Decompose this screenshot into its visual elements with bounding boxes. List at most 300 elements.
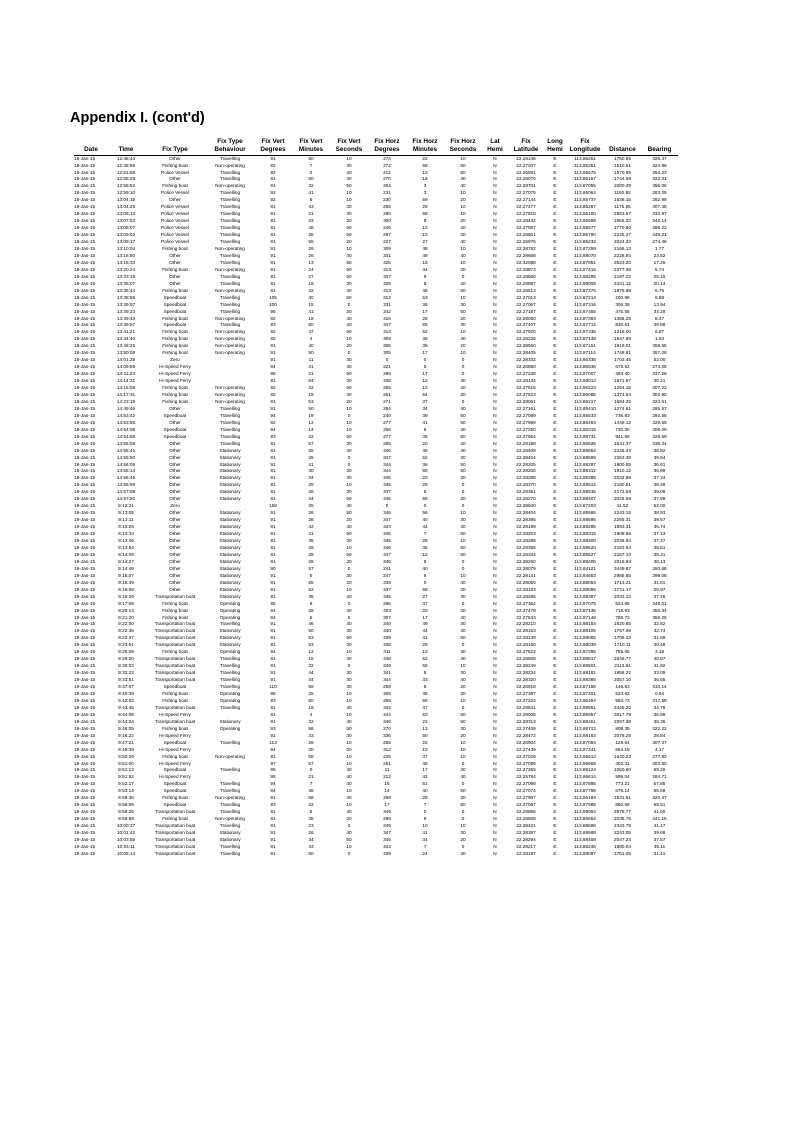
table-cell: 329.59 bbox=[652, 433, 667, 439]
table-cell: 40 bbox=[460, 774, 466, 780]
table-cell: 18-Jan-15 bbox=[74, 433, 96, 439]
table-cell: Non-operating bbox=[215, 392, 245, 397]
table-cell: 282.99 bbox=[652, 197, 667, 203]
table-cell: 5 bbox=[309, 197, 313, 203]
table-cell: 40 bbox=[460, 677, 466, 683]
table-cell: 347 bbox=[383, 551, 391, 557]
table-cell: 13:08:07 bbox=[116, 225, 136, 231]
table-cell: 2343.79 bbox=[614, 823, 631, 829]
table-cell: 22.27187 bbox=[516, 308, 536, 314]
table-cell: 91 bbox=[270, 551, 276, 557]
table-cell: E bbox=[553, 600, 557, 606]
table-cell: Travelling bbox=[219, 802, 241, 808]
table-cell: 303 bbox=[383, 607, 391, 613]
table-cell: 18-Jan-15 bbox=[74, 468, 96, 474]
table-cell: 9:44:08 bbox=[118, 711, 134, 717]
table-cell: 30 bbox=[460, 454, 466, 460]
table-cell: 113.86351 bbox=[574, 162, 596, 168]
table-row bbox=[74, 225, 678, 232]
table-cell: 0 bbox=[347, 850, 351, 856]
table-cell: 50 bbox=[460, 461, 466, 467]
table-cell: 524.65 bbox=[615, 600, 630, 606]
table-cell: 20 bbox=[460, 837, 466, 842]
table-cell: 91 bbox=[270, 544, 276, 550]
table-cell: 91 bbox=[270, 218, 276, 224]
table-cell: 36 bbox=[422, 544, 428, 550]
table-cell: N bbox=[493, 781, 497, 787]
table-cell: 306.36 bbox=[615, 301, 630, 307]
table-cell: 22.27543 bbox=[516, 614, 536, 620]
table-cell: N bbox=[493, 544, 497, 550]
table-cell: Speedboat bbox=[163, 684, 187, 690]
table-cell: 38.93 bbox=[653, 510, 666, 516]
table-cell: 22.25784 bbox=[516, 774, 536, 780]
table-cell: 2431.12 bbox=[614, 280, 631, 286]
table-cell: E bbox=[553, 378, 557, 384]
table-cell: Hi-Speed Ferry bbox=[159, 746, 191, 752]
table-cell: Travelling bbox=[219, 433, 241, 439]
table-cell: 18-Jan-15 bbox=[74, 211, 96, 217]
table-cell: E bbox=[553, 802, 557, 808]
table-cell: 113.88405 bbox=[574, 558, 596, 564]
table-cell: N bbox=[493, 162, 497, 168]
table-cell: 50 bbox=[460, 544, 466, 550]
table-cell: E bbox=[553, 517, 557, 523]
table-cell: 30.48 bbox=[653, 642, 666, 648]
table-cell: 830.51 bbox=[615, 322, 630, 328]
table-row bbox=[74, 552, 678, 559]
table-cell: 50 bbox=[346, 496, 352, 502]
table-cell: 113.86731 bbox=[574, 433, 596, 439]
table-cell: N bbox=[493, 357, 497, 363]
table-cell: 10 bbox=[422, 823, 428, 829]
table-cell: 22.27957 bbox=[516, 795, 536, 801]
table-cell: 21 bbox=[308, 211, 314, 217]
table-cell: 95 bbox=[270, 600, 276, 606]
table-cell: 14:11:23 bbox=[117, 371, 135, 377]
table-cell: 9:53:14 bbox=[118, 788, 134, 794]
table-cell: Transportation boat bbox=[154, 837, 196, 842]
table-cell: 18-Jan-15 bbox=[74, 225, 96, 231]
table-row bbox=[74, 712, 678, 719]
table-cell: 2033.13 bbox=[614, 593, 631, 599]
table-cell: 22.27818 bbox=[516, 211, 536, 217]
table-cell: N bbox=[493, 252, 497, 258]
table-cell: E bbox=[553, 711, 557, 717]
table-cell: 10 bbox=[460, 823, 466, 829]
table-cell: 773.21 bbox=[615, 781, 630, 787]
table-cell: 18-Jan-15 bbox=[74, 447, 96, 453]
table-cell: 50 bbox=[346, 266, 352, 272]
table-row bbox=[74, 155, 678, 162]
table-cell: 50 bbox=[346, 183, 352, 189]
table-cell: Travelling bbox=[219, 670, 241, 676]
table-cell: 10:00:37 bbox=[116, 823, 136, 829]
table-cell: 20 bbox=[346, 517, 352, 523]
table-cell: 91 bbox=[270, 586, 276, 592]
table-cell: 0 bbox=[347, 600, 351, 606]
table-cell: 113.86454 bbox=[574, 697, 596, 703]
table-cell: 40 bbox=[460, 239, 466, 245]
table-cell: 355.34 bbox=[652, 607, 667, 613]
table-cell: 7 bbox=[309, 162, 313, 168]
table-cell: 808.39 bbox=[615, 725, 630, 731]
table-cell: 678.52 bbox=[615, 364, 630, 370]
table-cell: 3 bbox=[423, 190, 427, 196]
table-cell: 19-Jan-15 bbox=[74, 558, 96, 564]
table-cell: 55 bbox=[308, 239, 314, 245]
table-cell: 16 bbox=[308, 656, 314, 662]
table-cell: 19-Jan-15 bbox=[74, 649, 96, 655]
table-cell: 17 bbox=[422, 767, 428, 773]
table-cell bbox=[206, 503, 254, 510]
table-cell: Other bbox=[169, 252, 181, 258]
table-cell: 0 bbox=[423, 579, 427, 585]
table-cell: 9:16:29 bbox=[118, 593, 134, 599]
table-cell: 113.85232 bbox=[574, 239, 596, 245]
table-cell: 0 bbox=[347, 461, 351, 467]
table-cell: 227 bbox=[383, 239, 391, 245]
table-cell: Fishing boat bbox=[162, 329, 188, 335]
table-cell: N bbox=[493, 621, 497, 627]
table-cell: 30 bbox=[460, 649, 466, 655]
table-cell: 5.88 bbox=[654, 294, 665, 300]
table-cell: 5 bbox=[423, 426, 427, 432]
table-cell: E bbox=[553, 364, 557, 370]
table-cell: 91 bbox=[270, 663, 276, 669]
table-cell: N bbox=[493, 218, 497, 224]
table-cell: 344 bbox=[383, 468, 391, 474]
table-cell: 92 bbox=[270, 385, 276, 391]
table-cell: 1748.61 bbox=[614, 350, 631, 356]
table-cell: Stationary bbox=[219, 642, 241, 648]
table-cell: 40 bbox=[346, 774, 352, 780]
table-cell: Other bbox=[169, 579, 181, 585]
table-cell: Transportation boat bbox=[154, 850, 196, 856]
table-cell: 22.27554 bbox=[516, 433, 536, 439]
table-row bbox=[74, 788, 678, 795]
table-cell: 19 bbox=[308, 704, 314, 710]
table-cell: 1705.13 bbox=[614, 635, 631, 641]
table-cell: Stationary bbox=[219, 475, 241, 481]
table-cell: 146.53 bbox=[615, 684, 630, 690]
table-cell: 22.27029 bbox=[516, 753, 536, 759]
table-cell: Fishing boat bbox=[162, 245, 188, 251]
table-cell: 1757.08 bbox=[614, 628, 631, 634]
table-cell: 93 bbox=[270, 322, 276, 328]
table-cell: 14:17:31 bbox=[116, 392, 136, 397]
table-cell: 18-Jan-15 bbox=[74, 232, 96, 238]
table-cell: 325 bbox=[383, 259, 391, 265]
table-cell: 309 bbox=[383, 336, 391, 342]
table-cell: 0 bbox=[461, 843, 465, 849]
table-cell: 30 bbox=[460, 524, 466, 530]
table-cell: 5 bbox=[309, 809, 313, 815]
table-cell: 14:54:08 bbox=[116, 426, 136, 432]
table-cell: N bbox=[493, 398, 497, 404]
table-cell: 4 bbox=[309, 336, 313, 342]
table-row bbox=[74, 705, 678, 712]
table-cell: Other bbox=[169, 440, 181, 446]
table-cell: 40 bbox=[460, 385, 466, 391]
table-cell: E bbox=[553, 767, 557, 773]
table-cell: E bbox=[553, 593, 557, 599]
table-cell: 10 bbox=[346, 245, 352, 251]
table-cell: 28 bbox=[308, 489, 314, 495]
table-cell: 22.27587 bbox=[516, 225, 536, 231]
table-cell: N bbox=[493, 517, 497, 523]
table-cell: 346 bbox=[383, 447, 391, 453]
table-cell: 26 bbox=[308, 830, 314, 836]
table-cell: Other bbox=[169, 565, 181, 571]
table-cell: 338 bbox=[383, 642, 391, 648]
table-cell: 293.66 bbox=[652, 565, 667, 571]
table-cell: 33 bbox=[422, 677, 428, 683]
table-cell: 91 bbox=[270, 558, 276, 564]
table-cell: 113.88106 bbox=[574, 628, 596, 634]
table-cell: E bbox=[553, 690, 557, 696]
table-cell: 9:58:58 bbox=[118, 816, 134, 822]
table-row bbox=[74, 740, 678, 747]
table-cell: 19-Jan-15 bbox=[74, 517, 96, 523]
table-cell: 19-Jan-15 bbox=[74, 621, 96, 627]
table-cell: 113.86217 bbox=[574, 398, 596, 404]
table-cell: 9 bbox=[309, 600, 313, 606]
table-cell: E bbox=[553, 642, 557, 648]
table-cell: 19-Jan-15 bbox=[74, 628, 96, 634]
table-cell: 113.85613 bbox=[574, 753, 596, 759]
table-cell: 255 bbox=[383, 204, 391, 210]
table-cell: 349 bbox=[383, 663, 391, 669]
table-cell: 19-Jan-15 bbox=[74, 809, 96, 815]
table-cell: 13:20:24 bbox=[116, 266, 136, 272]
table-cell: Stationary bbox=[219, 572, 241, 578]
column-header: Fix Type bbox=[144, 146, 206, 155]
table-cell: 251 bbox=[383, 392, 391, 397]
table-cell: 358.55 bbox=[652, 343, 667, 349]
table-cell: 9:14:49 bbox=[118, 565, 134, 571]
table-cell: E bbox=[553, 392, 557, 397]
table-cell: 9 bbox=[423, 816, 427, 822]
table-cell: 22.26904 bbox=[516, 739, 536, 745]
table-cell: 1761.05 bbox=[614, 850, 631, 856]
table-cell: 22.27439 bbox=[516, 746, 536, 752]
table-cell: Operating bbox=[219, 697, 241, 703]
table-cell: Travelling bbox=[219, 440, 241, 446]
table-cell: 91 bbox=[270, 809, 276, 815]
table-cell: 53 bbox=[308, 398, 314, 404]
table-cell: 50 bbox=[346, 531, 352, 537]
table-cell: 331 bbox=[383, 252, 391, 258]
table-cell: 40 bbox=[346, 447, 352, 453]
column-header: Minutes bbox=[406, 146, 444, 155]
table-cell: 45 bbox=[308, 788, 314, 794]
table-cell: 251 bbox=[383, 760, 391, 766]
table-row bbox=[74, 218, 678, 225]
table-cell: E bbox=[553, 426, 557, 432]
table-cell: Zero bbox=[170, 357, 180, 363]
table-cell: Stationary bbox=[219, 593, 241, 599]
table-cell: 20 bbox=[460, 218, 466, 224]
table-cell: 50 bbox=[460, 788, 466, 794]
column-header: Degrees bbox=[254, 146, 292, 155]
table-cell: 30 bbox=[460, 621, 466, 627]
table-cell: 313 bbox=[383, 287, 391, 293]
table-cell: 40 bbox=[460, 336, 466, 342]
table-cell: 42 bbox=[308, 524, 314, 530]
table-cell: N bbox=[493, 642, 497, 648]
table-cell: 14:57:08 bbox=[116, 489, 136, 495]
table-cell: 59 bbox=[422, 468, 428, 474]
table-cell: 10 bbox=[346, 155, 352, 161]
table-cell: Stationary bbox=[219, 447, 241, 453]
table-cell: 39 bbox=[422, 412, 428, 418]
table-cell: N bbox=[493, 503, 497, 509]
table-cell: 113.88698 bbox=[574, 823, 596, 829]
table-cell: 13:06:13 bbox=[116, 211, 136, 217]
table-row bbox=[74, 726, 678, 733]
table-cell: 10:03:55 bbox=[116, 837, 136, 842]
table-cell: 14:49:46 bbox=[116, 405, 136, 411]
table-cell: 92 bbox=[270, 169, 276, 175]
table-cell: 349 bbox=[383, 809, 391, 815]
table-cell: Operating bbox=[219, 607, 241, 613]
table-cell: 19-Jan-15 bbox=[74, 795, 96, 801]
table-cell: 91 bbox=[270, 704, 276, 710]
table-cell: Stationary bbox=[219, 468, 241, 474]
table-cell: N bbox=[493, 468, 497, 474]
table-cell: 1510.61 bbox=[614, 162, 631, 168]
table-cell: 20 bbox=[460, 343, 466, 349]
table-cell: 30 bbox=[346, 280, 352, 286]
table-cell: 270 bbox=[383, 176, 391, 182]
table-cell: 22.28351 bbox=[516, 489, 536, 495]
table-cell: 273.08 bbox=[652, 364, 667, 370]
table-cell: Non-operating bbox=[215, 343, 245, 349]
table-cell: 30 bbox=[460, 767, 466, 773]
table-cell: 9:51:00 bbox=[118, 760, 134, 766]
table-cell: 91 bbox=[270, 711, 276, 717]
table-cell: Transportation boat bbox=[154, 843, 196, 849]
table-cell: 44 bbox=[422, 266, 428, 272]
table-cell: 200.88 bbox=[615, 294, 630, 300]
table-cell: 113.86157 bbox=[574, 176, 596, 182]
table-cell: 284 bbox=[383, 405, 391, 411]
table-cell: 325.37 bbox=[652, 155, 667, 161]
table-cell: E bbox=[553, 239, 557, 245]
table-cell: 22.28205 bbox=[516, 461, 536, 467]
table-cell: 9:56:59 bbox=[118, 802, 134, 808]
table-cell: 255 bbox=[383, 739, 391, 745]
table-cell: 92 bbox=[270, 392, 276, 397]
table-cell: 91 bbox=[270, 232, 276, 238]
table-cell: 40 bbox=[308, 343, 314, 349]
table-cell: 1274.61 bbox=[614, 405, 631, 411]
table-cell: Other bbox=[169, 538, 181, 544]
table-row bbox=[74, 364, 678, 371]
table-cell: Stationary bbox=[219, 718, 241, 724]
table-cell: 10 bbox=[346, 739, 352, 745]
column-header: Bearing bbox=[641, 146, 678, 155]
table-cell: 30 bbox=[346, 732, 352, 738]
table-cell: 19-Jan-15 bbox=[74, 823, 96, 829]
table-cell: 50 bbox=[308, 697, 314, 703]
table-cell: 19-Jan-15 bbox=[74, 830, 96, 836]
table-cell: 18-Jan-15 bbox=[74, 301, 96, 307]
table-cell: 320.47 bbox=[652, 795, 667, 801]
table-cell: 323.61 bbox=[652, 398, 667, 404]
table-row bbox=[74, 448, 678, 455]
table-cell: 12:48:55 bbox=[116, 162, 136, 168]
table-cell: 20 bbox=[460, 690, 466, 696]
table-cell: 113.86338 bbox=[574, 357, 596, 363]
table-cell: 18-Jan-15 bbox=[74, 489, 96, 495]
table-cell: 13:18:33 bbox=[116, 259, 136, 265]
table-cell: 18-Jan-15 bbox=[74, 183, 96, 189]
table-cell: 40 bbox=[346, 718, 352, 724]
table-cell: 9:55:36 bbox=[118, 795, 134, 801]
table-cell: Speedboat bbox=[163, 412, 187, 418]
table-cell: 4.17 bbox=[654, 746, 665, 752]
table-cell: Travelling bbox=[219, 280, 241, 286]
table-cell: 22.28344 bbox=[516, 551, 536, 557]
table-cell: 30 bbox=[346, 392, 352, 397]
table-cell: 40 bbox=[346, 287, 352, 293]
table-cell: N bbox=[493, 482, 497, 488]
table-cell: Fishing boat bbox=[162, 350, 188, 356]
table-cell: 40 bbox=[346, 830, 352, 836]
table-cell: 18-Jan-15 bbox=[74, 378, 96, 384]
table-cell: 349.21 bbox=[652, 232, 667, 238]
table-cell: 339 bbox=[383, 579, 391, 585]
table-cell: N bbox=[493, 677, 497, 683]
table-cell: 2985.85 bbox=[614, 572, 631, 578]
table-cell: 95 bbox=[270, 308, 276, 314]
table-cell: 1671.57 bbox=[614, 378, 631, 384]
table-cell: 58 bbox=[422, 162, 428, 168]
table-cell: 47 bbox=[422, 704, 428, 710]
table-cell: E bbox=[553, 663, 557, 669]
table-cell: 231 bbox=[383, 190, 391, 196]
table-cell: 342 bbox=[383, 704, 391, 710]
table-cell: 50 bbox=[346, 510, 352, 516]
table-cell: Stationary bbox=[219, 454, 241, 460]
table-cell: 1865.03 bbox=[614, 218, 631, 224]
table-cell: 20 bbox=[460, 315, 466, 321]
table-cell: 22.27407 bbox=[516, 322, 536, 328]
table-cell: 280 bbox=[383, 211, 391, 217]
table-row bbox=[74, 274, 678, 281]
table-cell: 23.82 bbox=[653, 252, 666, 258]
table-cell: Non-operating bbox=[215, 398, 245, 404]
table-row bbox=[74, 462, 678, 469]
table-row bbox=[74, 781, 678, 788]
table-cell: Stationary bbox=[219, 510, 241, 516]
table-cell: 91 bbox=[270, 670, 276, 676]
table-cell: Travelling bbox=[219, 225, 241, 231]
table-cell: 255 bbox=[383, 697, 391, 703]
table-cell: Travelling bbox=[219, 426, 241, 432]
table-cell: 113.88388 bbox=[574, 475, 596, 481]
table-cell: Transportation boat bbox=[154, 635, 196, 641]
table-cell: 92 bbox=[270, 419, 276, 425]
column-header: Minutes bbox=[292, 146, 330, 155]
table-row bbox=[74, 767, 678, 774]
table-cell: 402.31 bbox=[615, 760, 630, 766]
table-cell: 347 bbox=[383, 322, 391, 328]
table-cell: E bbox=[553, 809, 557, 815]
table-cell: 18-Jan-15 bbox=[74, 343, 96, 349]
